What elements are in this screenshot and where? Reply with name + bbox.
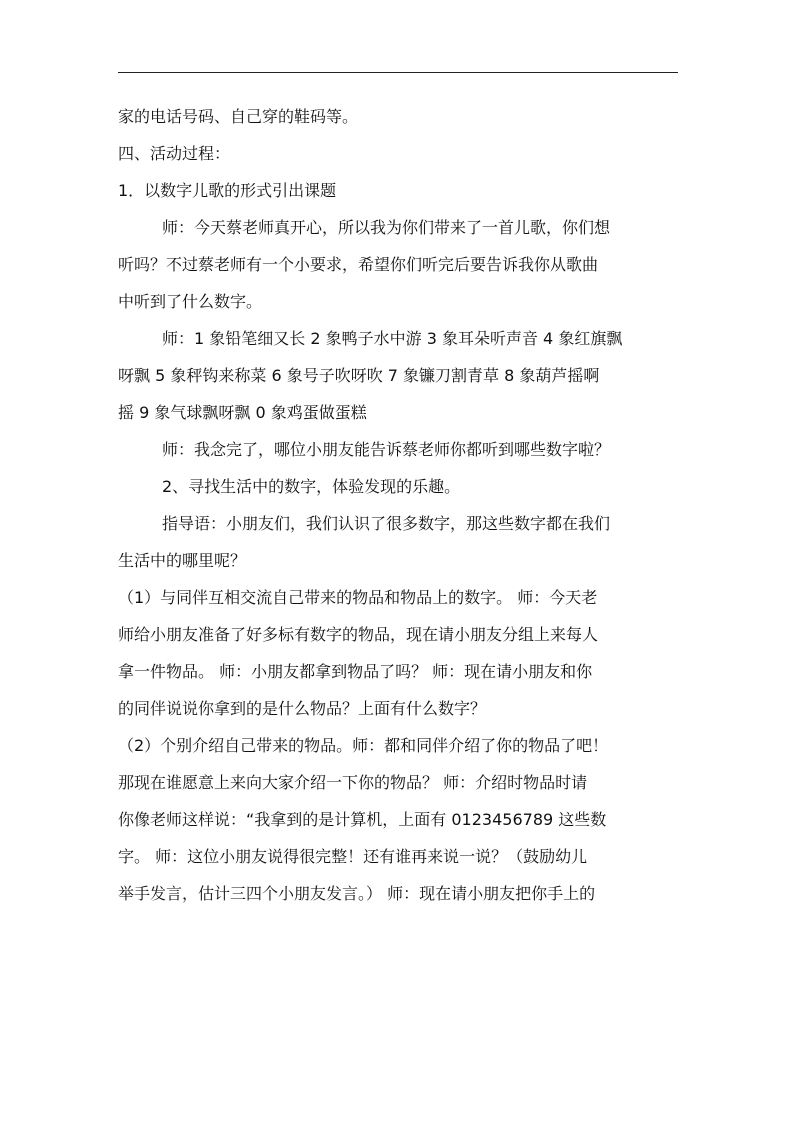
text-line: 拿一件物品。 师：小朋友都拿到物品了吗？ 师：现在请小朋友和你 [118, 662, 593, 681]
text-line: 师：今天蔡老师真开心，所以我为你们带来了一首儿歌，你们想 [162, 218, 611, 237]
text-line: 1．以数字儿歌的形式引出课题 [118, 181, 337, 200]
text-line: 指导语：小朋友们，我们认识了很多数字，那这些数字都在我们 [162, 514, 611, 533]
text-line: 举手发言，估计三四个小朋友发言。） 师：现在请小朋友把你手上的 [118, 884, 596, 903]
text-line: 四、活动过程： [118, 144, 231, 163]
text-line: 的同伴说说你拿到的是什么物品？上面有什么数字？ [118, 699, 487, 718]
text-line: （2）个别介绍自己带来的物品。师：都和同伴介绍了你的物品了吧！ [118, 736, 609, 755]
text-line: 那现在谁愿意上来向大家介绍一下你的物品？ 师：介绍时物品时请 [118, 773, 588, 792]
text-line: （1）与同伴互相交流自己带来的物品和物品上的数字。 师：今天老 [118, 588, 598, 607]
text-line: 师：我念完了，哪位小朋友能告诉蔡老师你都听到哪些数字啦？ [162, 440, 611, 459]
text-line: 2、寻找生活中的数字，体验发现的乐趣。 [162, 477, 461, 496]
text-line: 呀飘 5 象秤钩来称菜 6 象号子吹呀吹 7 象镰刀割青草 8 象葫芦摇啊 [118, 366, 600, 385]
text-line: 师：1 象铅笔细又长 2 象鸭子水中游 3 象耳朵听声音 4 象红旗飘 [162, 329, 623, 348]
text-line: 生活中的哪里呢？ [118, 551, 247, 570]
text-line: 中听到了什么数字。 [118, 292, 263, 311]
text-line: 摇 9 象气球飘呀飘 0 象鸡蛋做蛋糕 [118, 403, 367, 422]
document-body [118, 98, 688, 912]
text-line: 你像老师这样说：“我拿到的是计算机，上面有 0123456789 这些数 [118, 810, 607, 829]
text-line: 字。 师：这位小朋友说得很完整！还有谁再来说一说？（鼓励幼儿 [118, 847, 588, 866]
text-line: 家的电话号码、自己穿的鞋码等。 [118, 107, 359, 126]
text-line: 听吗？不过蔡老师有一个小要求，希望你们听完后要告诉我你从歌曲 [118, 255, 599, 274]
text-line: 师给小朋友准备了好多标有数字的物品，现在请小朋友分组上来每人 [118, 625, 599, 644]
header-rule [118, 72, 678, 73]
